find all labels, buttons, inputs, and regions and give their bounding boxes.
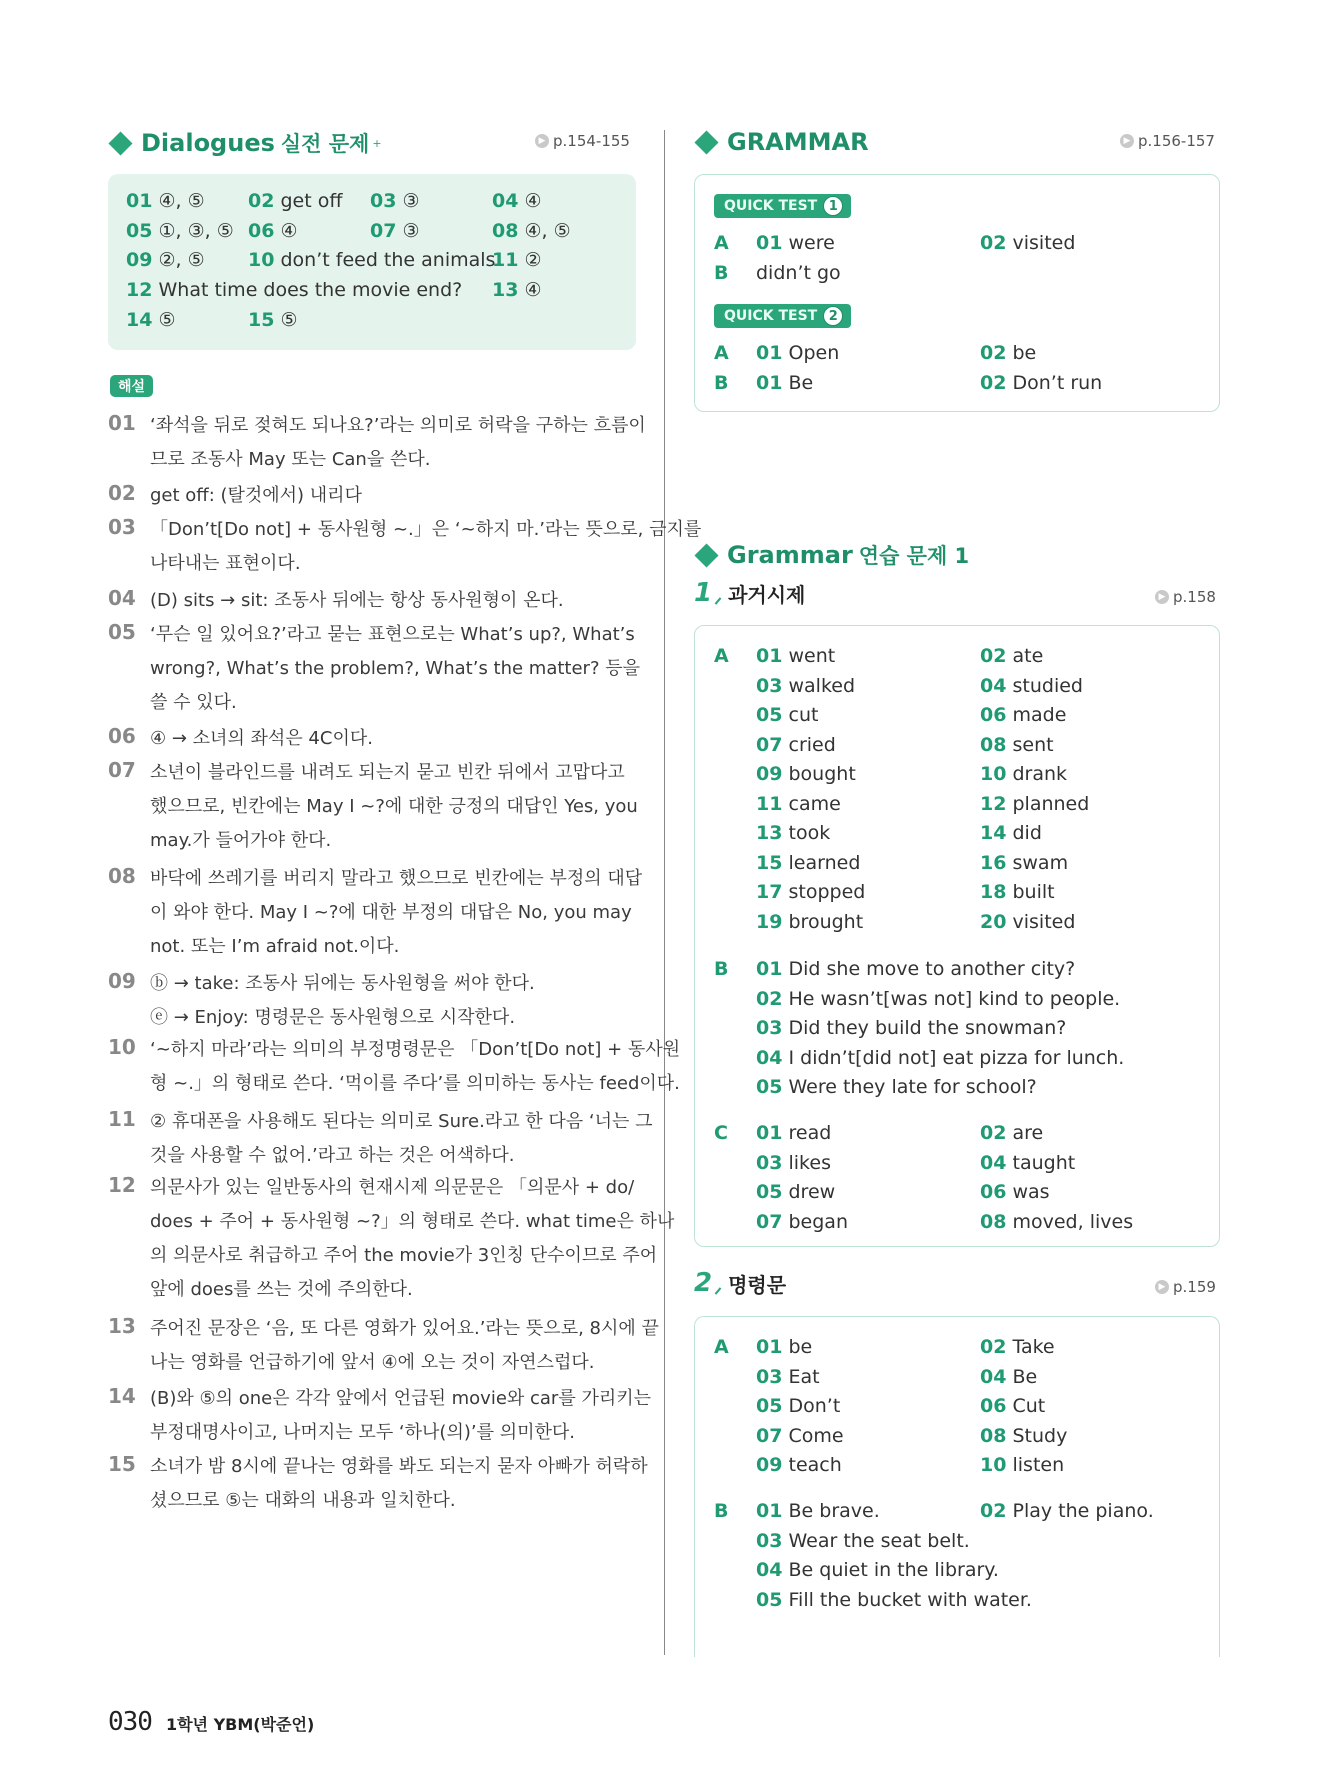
explanation-line: get off: (탈것에서) 내리다 <box>150 485 362 506</box>
row-label-a: A <box>714 1336 729 1358</box>
explanation-line: ‘~하지 마라’라는 의미의 부정명령문은 「Don’t[Do not] + 동사원 <box>150 1039 681 1060</box>
answer-item: 01 ④, ⑤ <box>126 190 205 212</box>
answer-item: 05 Were they late for school? <box>756 1076 1037 1098</box>
diamond-icon <box>108 131 132 155</box>
explanation-number: 15 <box>108 1452 136 1476</box>
answer-item: 08 ④, ⑤ <box>492 220 571 242</box>
explanation-line: 의문사가 있는 일반동사의 현재시제 의문문은 「의문사 + do/ <box>150 1177 635 1198</box>
answer-item: 04 I didn’t[did not] eat pizza for lunch. <box>756 1046 1125 1069</box>
answer-item: 13 took <box>756 822 831 844</box>
diamond-icon <box>694 543 718 567</box>
answer-item: 02 be <box>980 342 1037 364</box>
answer-item: 03 walked <box>756 674 856 697</box>
answer-item: 01 Be brave. <box>756 1500 880 1522</box>
explanation-line: (D) sits → sit: 조동사 뒤에는 항상 동사원형이 온다. <box>150 590 564 611</box>
answer-item: 02 get off <box>248 190 343 212</box>
explanation-line: 주어진 문장은 ‘음, 또 다른 영화가 있어요.’라는 뜻으로, 8시에 끝 <box>150 1318 659 1339</box>
explanation-line: not. 또는 I’m afraid not.이다. <box>150 936 400 957</box>
explanation-line: 것을 사용할 수 없어.’라고 하는 것은 어색하다. <box>150 1145 515 1166</box>
answer-item: 08 sent <box>980 733 1054 756</box>
explanation-line: 「Don’t[Do not] + 동사원형 ~.」은 ‘~하지 마.’라는 뜻으로, 금지를 <box>150 519 702 540</box>
explanation-number: 07 <box>108 758 136 782</box>
answer-item: 01 Be <box>756 372 814 394</box>
answer-item: 03 Eat <box>756 1365 820 1388</box>
practice-heading <box>694 540 969 570</box>
explanation-line: 이 와야 한다. May I ~?에 대한 부정의 대답은 No, you may <box>150 902 632 923</box>
explanation-line: 쓸 수 있다. <box>150 692 237 713</box>
explanation-number: 11 <box>108 1107 136 1131</box>
explanation-number: 14 <box>108 1384 136 1408</box>
dialogues-title-kor: 실전 문제 <box>280 132 370 156</box>
explanation-number: 12 <box>108 1173 136 1197</box>
explanation-line: ‘좌석을 뒤로 젖혀도 되나요?’라는 의미로 허락을 구하는 흐름이 <box>150 415 646 436</box>
answer-item: 07 began <box>756 1210 848 1233</box>
arrow-icon: ▶ <box>1155 1280 1169 1294</box>
explanation-line: 부정대명사이고, 나머지는 모두 ‘하나(의)’를 의미한다. <box>150 1422 575 1443</box>
answer-item: 05 Don’t <box>756 1395 841 1417</box>
answer-item: 09 teach <box>756 1454 842 1476</box>
arrow-icon: ▶ <box>1155 590 1169 604</box>
arrow-icon: ▶ <box>1120 134 1134 148</box>
answer-item: 01 were <box>756 232 835 254</box>
answer-item: 01 read <box>756 1122 832 1144</box>
book-title: 1학년 YBM(박준언) <box>165 1715 315 1734</box>
explanation-line: 형 ~.」의 형태로 쓴다. ‘먹이를 주다’를 의미하는 동사는 feed이다. <box>150 1073 680 1094</box>
answer-item: 01 be <box>756 1336 813 1358</box>
section-2-page-ref: ▶ p.159 <box>1155 1278 1216 1296</box>
answer-item: 01 Open <box>756 342 840 364</box>
answer-item: 02 He wasn’t[was not] kind to people. <box>756 987 1121 1010</box>
column-divider <box>664 130 665 1655</box>
answer-item: 19 brought <box>756 910 864 933</box>
grammar-page-ref: ▶ p.156-157 <box>1120 132 1215 150</box>
row-label-b: B <box>714 1500 729 1522</box>
practice-title: Grammar <box>727 541 853 569</box>
explanation-number: 02 <box>108 481 136 505</box>
answer-item: 01 Did she move to another city? <box>756 958 1076 980</box>
answer-item: 09 bought <box>756 763 856 785</box>
row-label-b: B <box>714 262 729 284</box>
explanation-number: 08 <box>108 864 136 888</box>
explanation-line: 의 의문사로 취급하고 주어 the movie가 3인칭 단수이므로 주어 <box>150 1245 658 1266</box>
explanation-line: ④ → 소녀의 좌석은 4C이다. <box>150 728 373 749</box>
row-label-a: A <box>714 645 729 667</box>
explanation-number: 09 <box>108 969 136 993</box>
answer-item: 06 Cut <box>980 1395 1046 1417</box>
answer-item: 04 Be quiet in the library. <box>756 1559 999 1581</box>
diamond-icon <box>694 130 718 154</box>
explanation-number: 13 <box>108 1314 136 1338</box>
answer-item: 02 ate <box>980 645 1044 667</box>
dialogues-heading <box>108 128 382 158</box>
quick-test-2-badge: QUICK TEST 2 <box>714 304 851 328</box>
answer-item: 06 made <box>980 704 1067 726</box>
answer-item: 13 ④ <box>492 279 542 301</box>
answer-item: 07 cried <box>756 733 836 756</box>
grammar-heading <box>694 128 869 156</box>
answer-item: 03 likes <box>756 1151 831 1174</box>
answer-item: 09 ②, ⑤ <box>126 249 205 271</box>
explanation-line: 소녀가 밤 8시에 끝나는 영화를 봐도 되는지 묻자 아빠가 허락하 <box>150 1456 648 1477</box>
explanation-line: 나는 영화를 언급하기에 앞서 ④에 오는 것이 자연스럽다. <box>150 1352 595 1373</box>
answer-item: 05 Fill the bucket with water. <box>756 1588 1032 1611</box>
explanation-badge: 해설 <box>110 375 153 397</box>
explanation-line: 셨으므로 ⑤는 대화의 내용과 일치한다. <box>150 1490 456 1511</box>
answer-item: 03 Did they build the snowman? <box>756 1017 1067 1039</box>
answer-item: 04 studied <box>980 674 1083 697</box>
quick-test-1-badge: QUICK TEST 1 <box>714 194 851 218</box>
explanation-line: 소년이 블라인드를 내려도 되는지 묻고 빈칸 뒤에서 고맙다고 <box>150 762 625 783</box>
answer-item: 04 Be <box>980 1365 1038 1388</box>
explanation-number: 10 <box>108 1035 136 1059</box>
answer-item: 01 went <box>756 645 836 667</box>
row-label-b: B <box>714 372 729 394</box>
answer-item: 06 ④ <box>248 220 298 242</box>
practice-title-kor: 연습 문제 1 <box>858 544 970 568</box>
answer-item: 11 ② <box>492 249 542 271</box>
answer-item: 14 did <box>980 822 1042 844</box>
row-label-a: A <box>714 342 729 364</box>
answer-item: 10 don’t feed the animals <box>248 249 496 271</box>
row-label-a: A <box>714 232 729 254</box>
dialogues-page-ref: ▶ p.154-155 <box>535 132 630 150</box>
explanation-number: 05 <box>108 620 136 644</box>
answer-item: 02 visited <box>980 232 1076 254</box>
explanation-line: wrong?, What’s the problem?, What’s the matter? 등을 <box>150 658 641 679</box>
explanation-line: 했으므로, 빈칸에는 May I ~?에 대한 긍정의 대답인 Yes, you <box>150 796 638 817</box>
answer-item: 08 Study <box>980 1424 1068 1447</box>
answer-item: 15 learned <box>756 851 861 874</box>
explanation-line: ⓑ → take: 조동사 뒤에는 동사원형을 써야 한다. <box>150 973 535 994</box>
answer-item: 17 stopped <box>756 881 866 903</box>
answer-item: 02 Take <box>980 1336 1055 1358</box>
answer-item: 10 drank <box>980 763 1068 785</box>
section-2-heading: 2 명령문 <box>694 1268 787 1298</box>
answer-item: 07 Come <box>756 1424 844 1447</box>
explanation-line: ‘무슨 일 있어요?’라고 묻는 표현으로는 What’s up?, What’s <box>150 624 635 645</box>
grammar-title: GRAMMAR <box>727 128 869 156</box>
arrow-icon: ▶ <box>535 134 549 148</box>
explanation-line: 나타내는 표현이다. <box>150 553 301 574</box>
answer-item: 03 ③ <box>370 190 420 212</box>
explanation-line: ⓔ → Enjoy: 명령문은 동사원형으로 시작한다. <box>150 1007 516 1028</box>
answer-item: 07 ③ <box>370 220 420 242</box>
title-superscript: + <box>372 136 382 150</box>
explanation-line: 바닥에 쓰레기를 버리지 말라고 했으므로 빈칸에는 부정의 대답 <box>150 868 643 889</box>
answer-item: 12 What time does the movie end? <box>126 279 463 301</box>
answer-item: 04 ④ <box>492 190 542 212</box>
answer-item: 08 moved, lives <box>980 1210 1134 1233</box>
section-1-page-ref: ▶ p.158 <box>1155 588 1216 606</box>
dialogues-title: Dialogues <box>141 129 275 157</box>
answer-item: 15 ⑤ <box>248 309 298 331</box>
answer-item: 02 Play the piano. <box>980 1500 1154 1522</box>
row-label-c: C <box>714 1122 728 1144</box>
answer-item: 10 listen <box>980 1454 1065 1476</box>
answer-item: 03 Wear the seat belt. <box>756 1529 970 1552</box>
section-1-heading: 1 과거시제 <box>694 578 806 608</box>
answer-item: 04 taught <box>980 1151 1076 1174</box>
answer-item: 11 came <box>756 792 841 815</box>
explanation-line: (B)와 ⑤의 one은 각각 앞에서 언급된 movie와 car를 가리키는 <box>150 1388 651 1409</box>
explanation-number: 06 <box>108 724 136 748</box>
answer-item: 14 ⑤ <box>126 309 176 331</box>
explanation-line: 앞에 does를 쓰는 것에 주의한다. <box>150 1279 413 1300</box>
answer-item: 02 Don’t run <box>980 372 1103 394</box>
answer-item: 18 built <box>980 881 1055 903</box>
answer-item: 05 cut <box>756 704 819 726</box>
page-number: 030 <box>108 1707 152 1737</box>
explanation-number: 04 <box>108 586 136 610</box>
row-label-b: B <box>714 958 729 980</box>
explanation-number: 01 <box>108 411 136 435</box>
answer-item: didn’t go <box>756 262 841 284</box>
answer-item: 16 swam <box>980 851 1069 874</box>
answer-item: 02 are <box>980 1122 1044 1144</box>
explanation-number: 03 <box>108 515 136 539</box>
answer-item: 20 visited <box>980 910 1076 933</box>
explanation-line: may.가 들어가야 한다. <box>150 830 332 851</box>
answer-item: 05 drew <box>756 1181 836 1203</box>
page-footer <box>108 1707 314 1737</box>
answer-item: 12 planned <box>980 792 1090 815</box>
answer-item: 06 was <box>980 1181 1050 1203</box>
explanation-line: does + 주어 + 동사원형 ~?」의 형태로 쓴다. what time은 하나 <box>150 1211 675 1232</box>
answer-item: 05 ①, ③, ⑤ <box>126 220 234 242</box>
explanation-line: ② 휴대폰을 사용해도 된다는 의미로 Sure.라고 한 다음 ‘너는 그 <box>150 1111 653 1132</box>
explanation-line: 므로 조동사 May 또는 Can을 쓴다. <box>150 449 431 470</box>
